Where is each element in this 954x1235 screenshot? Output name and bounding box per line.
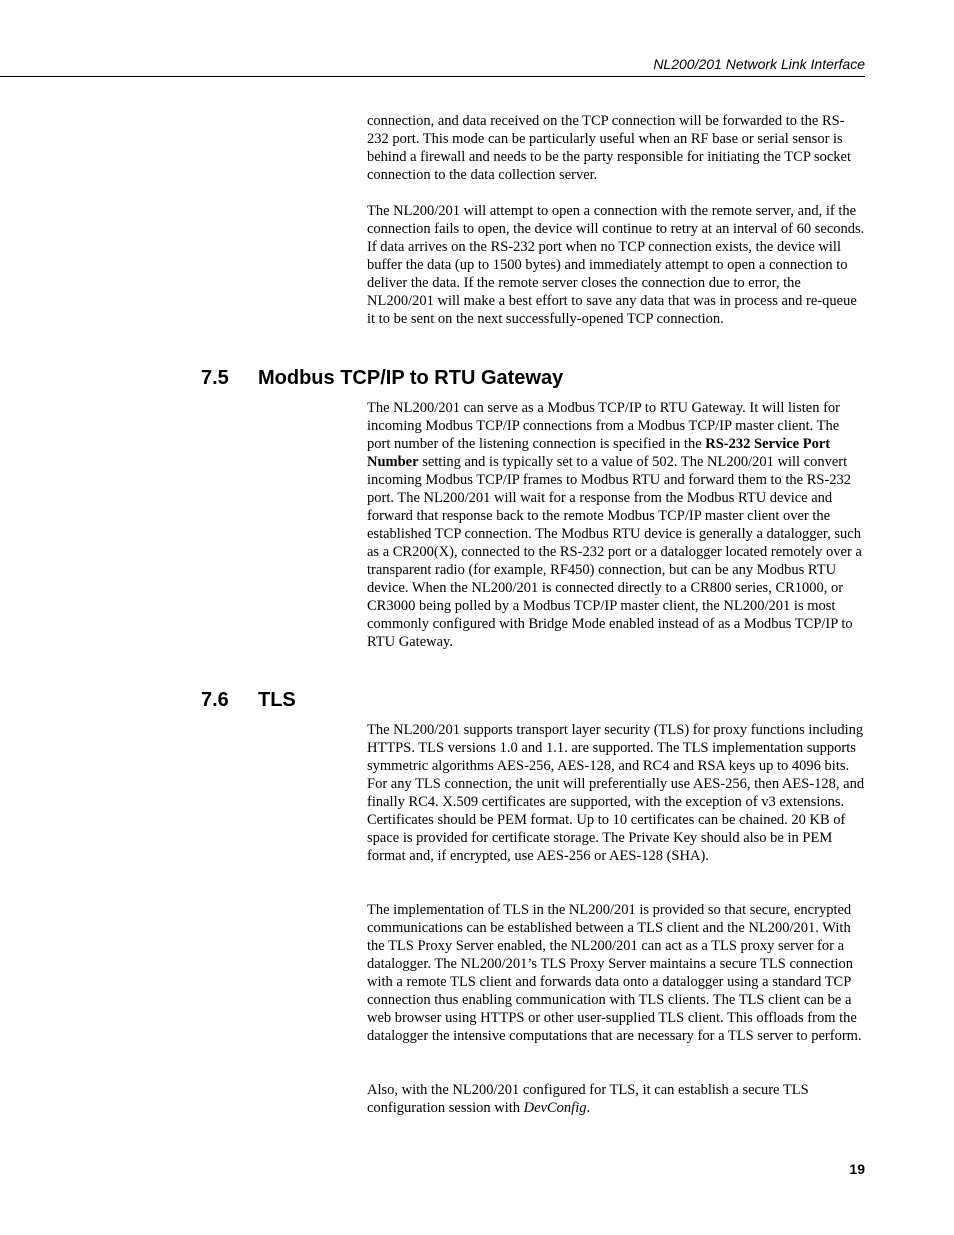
page-number: 19 (849, 1161, 865, 1177)
page-header (0, 54, 865, 77)
section-number: 7.5 (201, 367, 229, 389)
paragraph-tls-proxy: The implementation of TLS in the NL200/201 is provided so that secure, encrypted communications can be established between a TLS client and the NL200/201. With the TLS Proxy Server enabled, the NL200/201 can act as a TLS proxy server for a datalogger. The NL200/201’s TLS Proxy Server maintains a secure TLS connection with a remote TLS client and forwards data onto a datalogger using a standard TCP connection thus enabling communication with TLS clients. The TLS client can be a web browser using HTTPS or other user-supplied TLS client. This offloads from the datalogger the intensive computations that are necessary for a TLS server to perform. (367, 902, 862, 1044)
section-number: 7.6 (201, 689, 229, 711)
devconfig-italic-term: DevConfig (523, 1100, 587, 1116)
devconfig-text-after: . (586, 1100, 591, 1116)
modbus-text-after: setting and is typically set to a value of 502. The NL200/201 will convert incoming Modbus TCP/IP frames to Modbus RTU and forward them to the RS-232 port. The NL200/201 will wait for a response from the Modbus RTU device and forward that response back to the remote Modbus TCP/IP master client over the established TCP connection. The Modbus RTU device is generally a datalogger, such as a CR200(X), connected to the RS-232 port or a datalogger located remotely over a transparent radio (for example, RF450) connection, but can be any Modbus RTU device. When the NL200/201 is connected directly to a CR800 series, CR1000, or CR3000 being polled by a Modbus TCP/IP master client, the NL200/201 is most commonly configured with Bridge Mode enabled instead of as a Modbus TCP/IP to RTU Gateway. (367, 454, 862, 650)
modbus-text-before: The NL200/201 can serve as a Modbus TCP/IP to RTU Gateway. It will listen for incoming Modbus TCP/IP connections from a Modbus TCP/IP master client. The port number of the listening connection is specified in the (367, 400, 840, 452)
paragraph-tls-devconfig (367, 1081, 866, 1117)
devconfig-text-before: Also, with the NL200/201 configured for TLS, it can establish a secure TLS configuration session with (367, 1082, 809, 1116)
modbus-bold-term: RS-232 Service Port Number (367, 436, 831, 470)
paragraph-tcp-client-intro: connection, and data received on the TCP connection will be forwarded to the RS-232 port. This mode can be particularly useful when an RF base or serial sensor is behind a firewall and needs to be the party responsible for initiating the TCP socket connection to the data collection server. (367, 113, 852, 183)
section-title: Modbus TCP/IP to RTU Gateway (258, 367, 564, 389)
section-heading-modbus (201, 366, 563, 390)
paragraph-tls-support: The NL200/201 supports transport layer security (TLS) for proxy functions including HTTPS. TLS versions 1.0 and 1.1. are supported. The TLS implementation supports symmetric algorithms AES-256, AES-128, and RC4 and RSA keys up to 4096 bits. For any TLS connection, the unit will preferentially use AES-256, then AES-128, and finally RC4. X.509 certificates are supported, with the exception of v3 extensions. Certificates should be PEM format. Up to 10 certificates can be chained. 20 KB of space is provided for certificate storage. The Private Key should also be in PEM format and, if encrypted, use AES-256 or AES-128 (SHA). (367, 722, 865, 864)
paragraph-modbus-gateway (367, 399, 866, 651)
paragraph-tcp-client-retry: The NL200/201 will attempt to open a connection with the remote server, and, if the connection fails to open, the device will continue to retry at an interval of 60 seconds. If data arrives on the RS-232 port when no TCP connection exists, the device will buffer the data (up to 1500 bytes) and immediately attempt to open a connection to deliver the data. If the remote server closes the connection due to error, the NL200/201 will make a best effort to save any data that was in process and re-queue it to be sent on the next successfully-opened TCP connection. (367, 203, 865, 327)
section-title: TLS (258, 689, 296, 711)
section-heading-tls (201, 688, 296, 712)
header-title: NL200/201 Network Link Interface (653, 56, 865, 72)
